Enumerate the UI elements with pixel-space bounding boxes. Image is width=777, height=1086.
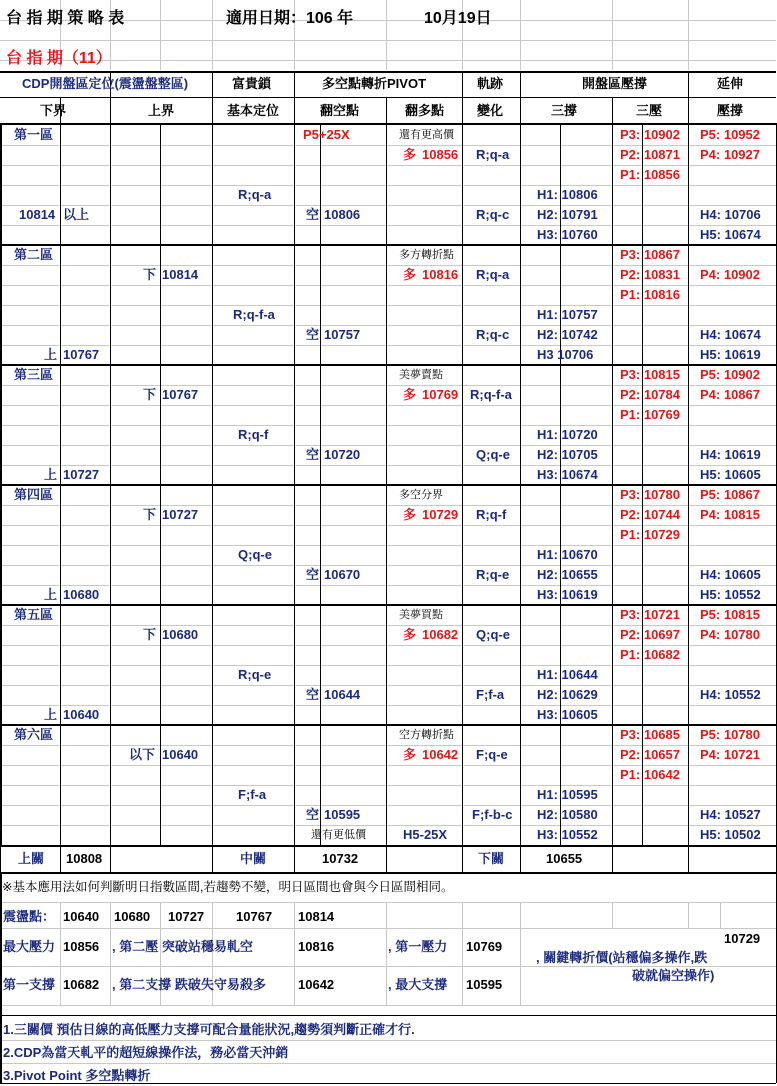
long-tag: 多	[403, 147, 417, 162]
base-position: R;q-e	[238, 667, 272, 682]
extend-h4: H4: 10552	[700, 687, 761, 702]
footnote: 1.三關價 預估日線的高低壓力支撐可配合量能狀況,趨勢須判斷正確才行.	[3, 1022, 415, 1037]
second-pressure-value: 10816	[298, 939, 335, 954]
extend-p4: P4: 10902	[700, 267, 760, 282]
resist-p1: P1: 10816	[620, 287, 680, 302]
grid-line	[60, 123, 61, 845]
extend-p5: P5: 10902	[700, 367, 760, 382]
grid-line	[212, 71, 213, 97]
track-change: Q;q-e	[476, 447, 510, 462]
lower-bound-value: 10814	[19, 207, 56, 222]
upper-bound-value: 10680	[162, 627, 199, 642]
grid-line	[386, 0, 387, 70]
track-change: R;q-f-a	[470, 387, 512, 402]
grid-line	[0, 872, 2, 1083]
upper-gate-label: 上關	[18, 851, 45, 866]
resist-p3: P3: 10780	[620, 487, 680, 502]
resist-p3: P3: 10902	[620, 127, 680, 142]
grid-line	[386, 97, 387, 123]
grid-line	[0, 1040, 776, 1041]
flip-long-note: 多方轉折點	[399, 249, 454, 261]
second-support-label: , 第二支撐 跌破失守易殺多	[112, 977, 266, 992]
extend-h4: H4: 10527	[700, 807, 761, 822]
support-h2: H2: 10791	[537, 207, 598, 222]
extend-h5: H5: 10552	[700, 587, 761, 602]
grid-line	[0, 1015, 776, 1016]
key-pivot-text: 破就偏空操作)	[632, 968, 715, 983]
grid-line	[0, 325, 776, 326]
support-h2: H2: 10580	[537, 807, 598, 822]
zone-name: 第三區	[14, 367, 54, 382]
grid-line	[0, 565, 776, 566]
support-h1: H1: 10757	[537, 307, 598, 322]
zone-name: 第六區	[14, 727, 54, 742]
track-change: R;q-c	[476, 327, 510, 342]
zone-name: 第一區	[14, 127, 54, 142]
zone-name: 第二區	[14, 247, 54, 262]
extend-h4: H4: 10706	[700, 207, 761, 222]
grid-line	[0, 928, 776, 929]
header-track: 軌跡	[477, 76, 504, 91]
grid-line	[462, 71, 463, 97]
grid-line	[0, 705, 776, 706]
extend-h5: H5: 10502	[700, 827, 761, 842]
flip-long-value: 10769	[422, 387, 459, 402]
resist-p3: P3: 10685	[620, 727, 680, 742]
extend-p5: P5: 10867	[700, 487, 760, 502]
second-pressure-label: , 第二壓 突破站穩易軋空	[112, 939, 253, 954]
footnote: 3.Pivot Point 多空點轉折	[3, 1068, 151, 1083]
upper-bound-value: 10640	[162, 747, 199, 762]
support-h3: H3 10706	[537, 347, 594, 362]
usage-note: ※基本應用法如何判斷明日指數區間,若趨勢不變，明日區間也會與今日區間相同。	[2, 880, 454, 894]
shock-value: 10727	[168, 909, 205, 924]
grid-line	[612, 0, 613, 70]
track-change: R;q-e	[476, 567, 510, 582]
resist-p2: P2: 10697	[620, 627, 680, 642]
lower-bound-tag: 上	[44, 467, 58, 482]
grid-line	[688, 123, 689, 845]
extend-p4: P4: 10815	[700, 507, 760, 522]
header-base: 基本定位	[227, 103, 280, 118]
support-h3: H3: 10760	[537, 227, 598, 242]
support-h2: H2: 10742	[537, 327, 598, 342]
grid-line	[0, 97, 776, 98]
shock-label: 震盪點：	[3, 909, 56, 924]
long-tag: 多	[403, 747, 417, 762]
grid-line	[160, 0, 161, 70]
grid-line	[0, 225, 776, 226]
grid-line	[110, 123, 111, 845]
support-h3: H3: 10552	[537, 827, 598, 842]
extend-h5: H5: 10674	[700, 227, 761, 242]
long-tag: 多	[403, 267, 417, 282]
grid-line	[612, 845, 613, 872]
flip-short-note: 還有更低價	[311, 829, 366, 841]
lower-gate-label: 下關	[478, 851, 505, 866]
support-h2: H2: 10705	[537, 447, 598, 462]
grid-line	[0, 40, 776, 41]
support-h2: H2: 10629	[537, 687, 598, 702]
grid-line	[612, 123, 613, 845]
short-tag: 空	[306, 567, 320, 582]
date-label: 適用日期：106 年	[226, 10, 354, 27]
zone-name: 第五區	[14, 607, 54, 622]
resist-p2: P2: 10831	[620, 267, 680, 282]
header-flip-short: 翻空點	[320, 103, 360, 118]
base-position: R;q-f-a	[233, 307, 275, 322]
grid-line	[612, 97, 613, 123]
flip-long-value: 10856	[422, 147, 459, 162]
track-change: F;f-a	[476, 687, 505, 702]
short-tag: 空	[306, 447, 320, 462]
shock-value: 10767	[236, 909, 273, 924]
extend-h5: H5: 10619	[700, 347, 761, 362]
header-three-support: 三撐	[551, 103, 578, 118]
support-h1: H1: 10644	[537, 667, 598, 682]
grid-line	[386, 845, 387, 872]
grid-line	[386, 902, 387, 1005]
extend-p5: P5: 10780	[700, 727, 760, 742]
resist-p3: P3: 10867	[620, 247, 680, 262]
extend-p5: P5: 10952	[700, 127, 760, 142]
upper-bound-value: 10727	[162, 507, 199, 522]
lower-bound-tag: 上	[44, 347, 58, 362]
sheet-title: 台 指 期 策 略 表	[6, 10, 125, 27]
header-change: 變化	[477, 103, 504, 118]
grid-line	[110, 97, 111, 123]
grid-line	[212, 845, 213, 872]
extend-h4: H4: 10619	[700, 447, 761, 462]
track-change: F;q-e	[476, 747, 508, 762]
lower-bound-tag: 以上	[63, 207, 90, 222]
flip-long-note: 空方轉折點	[399, 729, 454, 741]
extend-h4: H4: 10605	[700, 567, 761, 582]
extend-p4: P4: 10780	[700, 627, 760, 642]
lower-bound-value: 10680	[63, 587, 100, 602]
grid-line	[294, 123, 295, 845]
support-h1: H1: 10670	[537, 547, 598, 562]
grid-line	[320, 123, 321, 845]
grid-line	[0, 205, 776, 206]
lower-bound-value: 10727	[63, 467, 100, 482]
lower-bound-tag: 上	[44, 587, 58, 602]
grid-line	[520, 0, 521, 70]
zone-name: 第四區	[14, 487, 54, 502]
upper-gate-value: 10808	[66, 851, 103, 866]
grid-line	[688, 71, 689, 97]
grid-line	[60, 845, 61, 872]
flip-long-formula: H5-25X	[403, 827, 448, 842]
upper-bound-tag: 下	[143, 627, 157, 642]
flip-long-note: 多空分界	[399, 489, 443, 501]
grid-line	[688, 845, 689, 872]
grid-line	[0, 425, 776, 426]
header-flip-long: 翻多點	[405, 103, 445, 118]
grid-line	[110, 845, 111, 872]
grid-line	[612, 902, 613, 928]
flip-long-note: 美夢買點	[399, 609, 443, 621]
grid-line	[160, 123, 161, 845]
grid-line	[0, 445, 776, 446]
grid-line	[294, 71, 295, 97]
grid-line	[462, 123, 463, 845]
footnote: 2.CDP為當天軋平的超短線操作法，務必當天沖銷	[3, 1045, 289, 1060]
grid-line	[0, 845, 1, 872]
grid-line	[520, 97, 521, 123]
resist-p2: P2: 10871	[620, 147, 680, 162]
upper-bound-tag: 下	[143, 507, 157, 522]
second-support-value: 10642	[298, 977, 335, 992]
resist-p1: P1: 10769	[620, 407, 680, 422]
grid-line	[0, 465, 776, 466]
long-tag: 多	[403, 507, 417, 522]
flip-short-formula: P5+25X	[303, 127, 350, 142]
track-change: F;f-b-c	[472, 807, 513, 822]
flip-long-value: 10682	[422, 627, 459, 642]
grid-line	[0, 872, 776, 874]
max-pressure-label: 最大壓力	[3, 939, 56, 954]
grid-line	[0, 123, 2, 845]
support-h2: H2: 10655	[537, 567, 598, 582]
max-pressure-value: 10856	[63, 939, 100, 954]
flip-long-note: 還有更高價	[399, 129, 454, 141]
max-support-label: , 最大支撐	[388, 977, 448, 992]
grid-line	[386, 123, 387, 845]
grid-line	[720, 902, 721, 928]
upper-bound-tag: 以下	[129, 747, 156, 762]
extend-p5: P5: 10815	[700, 607, 760, 622]
resist-p2: P2: 10657	[620, 747, 680, 762]
extend-h4: H4: 10674	[700, 327, 761, 342]
support-h3: H3: 10605	[537, 707, 598, 722]
resist-p3: P3: 10815	[620, 367, 680, 382]
track-change: R;q-a	[476, 267, 510, 282]
base-position: F;f-a	[238, 787, 267, 802]
track-change: R;q-f	[476, 507, 507, 522]
base-position: R;q-f	[238, 427, 269, 442]
grid-line	[0, 805, 776, 806]
grid-line	[212, 97, 213, 123]
grid-line	[0, 305, 776, 306]
grid-line	[0, 60, 776, 61]
header-cdp: CDP開盤區定位(震盪盤整區)	[22, 76, 189, 91]
short-tag: 空	[306, 807, 320, 822]
flip-short-value: 10670	[324, 567, 361, 582]
flip-short-value: 10644	[324, 687, 361, 702]
flip-long-value: 10729	[422, 507, 459, 522]
extend-p4: P4: 10927	[700, 147, 760, 162]
header-pivot: 多空點轉折PIVOT	[322, 76, 427, 91]
flip-short-value: 10720	[324, 447, 361, 462]
track-change: Q;q-e	[476, 627, 510, 642]
header-upper: 上界	[148, 103, 175, 118]
header-three-resist: 三壓	[636, 103, 663, 118]
header-extend: 延伸	[717, 76, 744, 91]
upper-bound-value: 10814	[162, 267, 199, 282]
short-tag: 空	[306, 207, 320, 222]
header-resist-support: 壓撐	[717, 103, 744, 118]
grid-line	[0, 585, 776, 586]
key-pivot-text: , 關鍵轉折價(站穩偏多操作,跌	[536, 950, 708, 965]
resist-p2: P2: 10784	[620, 387, 680, 402]
grid-line	[462, 845, 463, 872]
support-h3: H3: 10674	[537, 467, 598, 482]
extend-p4: P4: 10867	[700, 387, 760, 402]
lower-bound-value: 10640	[63, 707, 100, 722]
lower-bound-tag: 上	[44, 707, 58, 722]
resist-p1: P1: 10856	[620, 167, 680, 182]
lower-bound-value: 10767	[63, 347, 100, 362]
resist-p3: P3: 10721	[620, 607, 680, 622]
first-pressure-value: 10769	[466, 939, 503, 954]
grid-line	[520, 71, 521, 97]
short-tag: 空	[306, 687, 320, 702]
header-fugui: 富貴鎖	[232, 76, 272, 91]
grid-line	[520, 845, 521, 872]
grid-line	[0, 71, 776, 73]
upper-bound-value: 10767	[162, 387, 199, 402]
grid-line	[110, 902, 111, 1005]
grid-line	[0, 185, 776, 186]
grid-line	[520, 123, 521, 845]
grid-line	[212, 0, 213, 70]
long-tag: 多	[403, 387, 417, 402]
first-support-label: 第一支撐	[3, 977, 56, 992]
grid-line	[0, 785, 776, 786]
date-value: 10月19日	[424, 10, 492, 27]
grid-line	[294, 845, 295, 872]
grid-line	[0, 545, 776, 546]
grid-line	[0, 902, 776, 903]
flip-short-value: 10757	[324, 327, 361, 342]
grid-line	[0, 845, 776, 847]
upper-bound-tag: 下	[143, 387, 157, 402]
support-h3: H3: 10619	[537, 587, 598, 602]
shock-value: 10814	[298, 909, 335, 924]
track-change: R;q-a	[476, 147, 510, 162]
resist-p1: P1: 10642	[620, 767, 680, 782]
flip-long-note: 美夢賣點	[399, 369, 443, 381]
first-pressure-label: , 第一壓力	[388, 939, 448, 954]
extend-h5: H5: 10605	[700, 467, 761, 482]
grid-line	[0, 685, 776, 686]
flip-short-value: 10806	[324, 207, 361, 222]
grid-line	[294, 902, 295, 1005]
subtitle: 台 指 期（11）	[6, 50, 112, 67]
max-support-value: 10595	[466, 977, 503, 992]
grid-line	[688, 97, 689, 123]
resist-p1: P1: 10729	[620, 527, 680, 542]
key-pivot-value: 10729	[724, 931, 761, 946]
resist-p1: P1: 10682	[620, 647, 680, 662]
short-tag: 空	[306, 327, 320, 342]
support-h1: H1: 10595	[537, 787, 598, 802]
grid-line	[688, 902, 689, 928]
flip-long-value: 10816	[422, 267, 459, 282]
track-change: R;q-c	[476, 207, 510, 222]
base-position: R;q-a	[238, 187, 272, 202]
grid-line	[462, 902, 463, 1005]
resist-p2: P2: 10744	[620, 507, 680, 522]
base-position: Q;q-e	[238, 547, 272, 562]
grid-line	[688, 0, 689, 70]
grid-line	[0, 825, 776, 826]
grid-line	[0, 1005, 776, 1006]
grid-line	[0, 665, 776, 666]
grid-line	[520, 902, 521, 1005]
mid-gate-value: 10732	[322, 851, 359, 866]
upper-bound-tag: 下	[143, 267, 157, 282]
first-support-value: 10682	[63, 977, 100, 992]
grid-line	[0, 1063, 776, 1064]
extend-p4: P4: 10721	[700, 747, 760, 762]
shock-value: 10680	[114, 909, 151, 924]
grid-line	[462, 97, 463, 123]
lower-gate-value: 10655	[546, 851, 583, 866]
header-open-zone: 開盤區壓撐	[582, 76, 648, 91]
support-h1: H1: 10806	[537, 187, 598, 202]
mid-gate-label: 中關	[240, 851, 267, 866]
grid-line	[212, 123, 213, 845]
grid-line	[60, 902, 61, 1005]
support-h1: H1: 10720	[537, 427, 598, 442]
header-lower: 下界	[40, 103, 67, 118]
long-tag: 多	[403, 627, 417, 642]
grid-line	[294, 97, 295, 123]
shock-value: 10640	[63, 909, 100, 924]
flip-long-value: 10642	[422, 747, 459, 762]
grid-line	[0, 345, 776, 346]
flip-short-value: 10595	[324, 807, 361, 822]
